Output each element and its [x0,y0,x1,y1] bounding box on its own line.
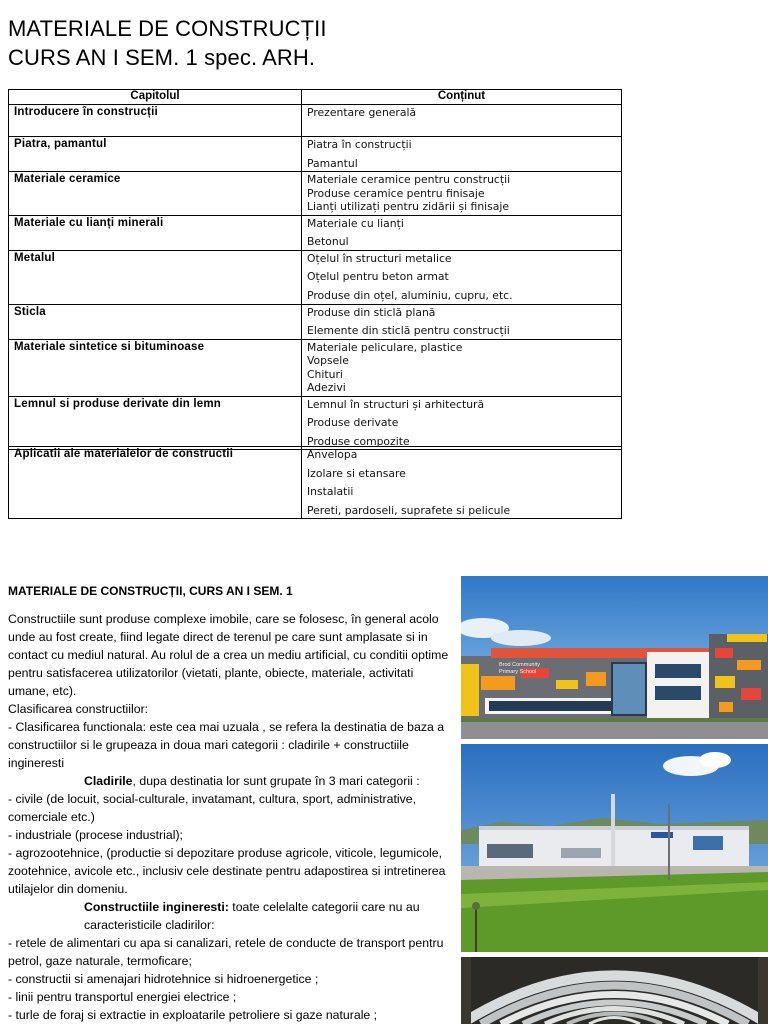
title-line-2: CURS AN I SEM. 1 spec. ARH. [8,45,316,70]
school-sign-line-1: Brod Community [499,662,540,668]
industrial-building-photo [461,744,768,952]
content-line: Vopsele [307,354,349,367]
list-item: - agrozootehnice, (productie si depozitare produse agricole, viticole, legumicole, zootehnice, avicole etc., inclusiv cele destinate pentru adapostirea si intretinerea utilajelor din domeniu. [8,846,446,896]
table-row [9,137,622,172]
buildings-paragraph [8,772,456,790]
content-line: Produse ceramice pentru finisaje [307,186,485,200]
content-line: Materiale peliculare, plastice [307,340,463,354]
list-item: - constructii si amenajari hidrotehnice si hidroenergetice ; [8,972,319,986]
content-line: Instalatii [307,485,354,498]
list-item: - turle de foraj si extractie in exploatarile petroliere si gaze naturale ; [8,1008,378,1022]
content-line: Elemente din sticlă pentru construcții [307,324,510,337]
content-line: Oțelul în structuri metalice [307,251,452,265]
engineering-desc: toate celelalte categorii care nu au caracteristicile cladirilor: [84,900,420,932]
engineering-term: Constructiile ingineresti: [84,900,229,914]
content-line: Produse din oțel, aluminiu, cupru, etc. [307,288,513,302]
functional-classification: - Clasificarea functionala: este cea mai uzuala , se refera la destinatia de baza a constructiilor si le grupeaza in doua mari categorii : cladirile + constructiile ingineresti [8,720,445,770]
school-sign-line-2: Primary School [499,669,537,675]
content-line: Lemnul în structuri și arhitectură [307,397,485,411]
chapter-cell: Materiale cu lianți minerali [9,215,302,250]
classification-heading: Clasificarea constructiilor: [8,702,149,716]
content-cell [302,215,622,250]
content-cell [302,396,622,450]
page-title [8,14,327,72]
content-line: Chituri [307,367,343,381]
arched-roof-photo [461,957,768,1024]
list-item: - civile (de locuit, social-culturale, invatamant, cultura, sport, administrative, comerciale etc.) [8,792,417,824]
applications-table [8,446,622,519]
school-building-photo [461,576,768,739]
title-line-1: MATERIALE DE CONSTRUCȚII [8,16,327,41]
column-header-content: Conținut [302,90,622,105]
content-line: Pamantul [307,156,358,170]
chapter-cell: Metalul [9,250,302,304]
content-cell [302,339,622,396]
list-item: - industriale (procese industrial); [8,828,183,842]
intro-paragraph: Constructiile sunt produse complexe imobile, care se folosesc, în general acolo unde au fost create, fiind legate direct de terenul pe care sunt amplasate si in contact cu mediul natural. Au rolul de a crea un mediu artificial, cu conditii optime pentru satisfacerea utilizatorilor (vietati, plante, obiecte, materiale, activitati umane, etc). [8,612,449,698]
content-line: Produse derivate [307,416,399,429]
column-header-chapter: Capitolul [9,90,302,105]
course-section [8,584,456,1024]
content-cell [302,447,622,519]
chapter-cell: Materiale ceramice [9,172,302,216]
content-line: Piatra în construcții [307,138,412,151]
buildings-desc: , dupa destinatia lor sunt grupate în 3 mari categorii : [132,774,420,788]
content-line: Betonul [307,235,349,248]
content-line: Prezentare generală [307,106,417,119]
engineering-paragraph [8,898,456,934]
chapter-cell: Piatra, pamantul [9,137,302,172]
chapter-cell: Materiale sintetice si bituminoase [9,339,302,396]
table-row [9,447,622,519]
content-line: Materiale ceramice pentru construcții [307,173,511,186]
content-line: Materiale cu lianți [307,216,404,230]
content-cell [302,250,622,304]
content-line: Oțelul pentru beton armat [307,270,449,283]
content-line: Lianți utilizați pentru zidării și finisaje [307,200,510,213]
chapter-cell: Introducere în construcții [9,105,302,137]
table-row [9,215,622,250]
content-line: Produse compozite [307,434,410,448]
content-line: Izolare si etansare [307,466,406,480]
content-line: Anvelopa [307,448,358,461]
chapter-cell: Aplicatii ale materialelor de constructii [9,447,302,519]
buildings-term: Cladirile [84,774,133,788]
table-row [9,304,622,339]
table-row [9,396,622,450]
list-item: - linii pentru transportul energiei electrice ; [8,990,237,1004]
section-heading: MATERIALE DE CONSTRUCȚII, CURS AN I SEM. 1 [8,584,293,598]
table-row [9,172,622,216]
content-cell [302,172,622,216]
content-line: Adezivi [307,381,346,394]
list-item: - retele de alimentari cu apa si canalizari, retele de conducte de transport pentru petrol, gaze naturale, termoficare; [8,936,444,968]
content-cell [302,137,622,172]
content-line: Pereti, pardoseli, suprafete si pelicule [307,503,511,517]
chapters-table [8,89,622,450]
table-header-row [9,90,622,105]
content-line: Produse din sticlă plană [307,305,436,319]
table-row [9,339,622,396]
table-row [9,250,622,304]
table-row [9,105,622,137]
content-cell [302,105,622,137]
chapter-cell: Lemnul si produse derivate din lemn [9,396,302,450]
content-cell [302,304,622,339]
chapter-cell: Sticla [9,304,302,339]
